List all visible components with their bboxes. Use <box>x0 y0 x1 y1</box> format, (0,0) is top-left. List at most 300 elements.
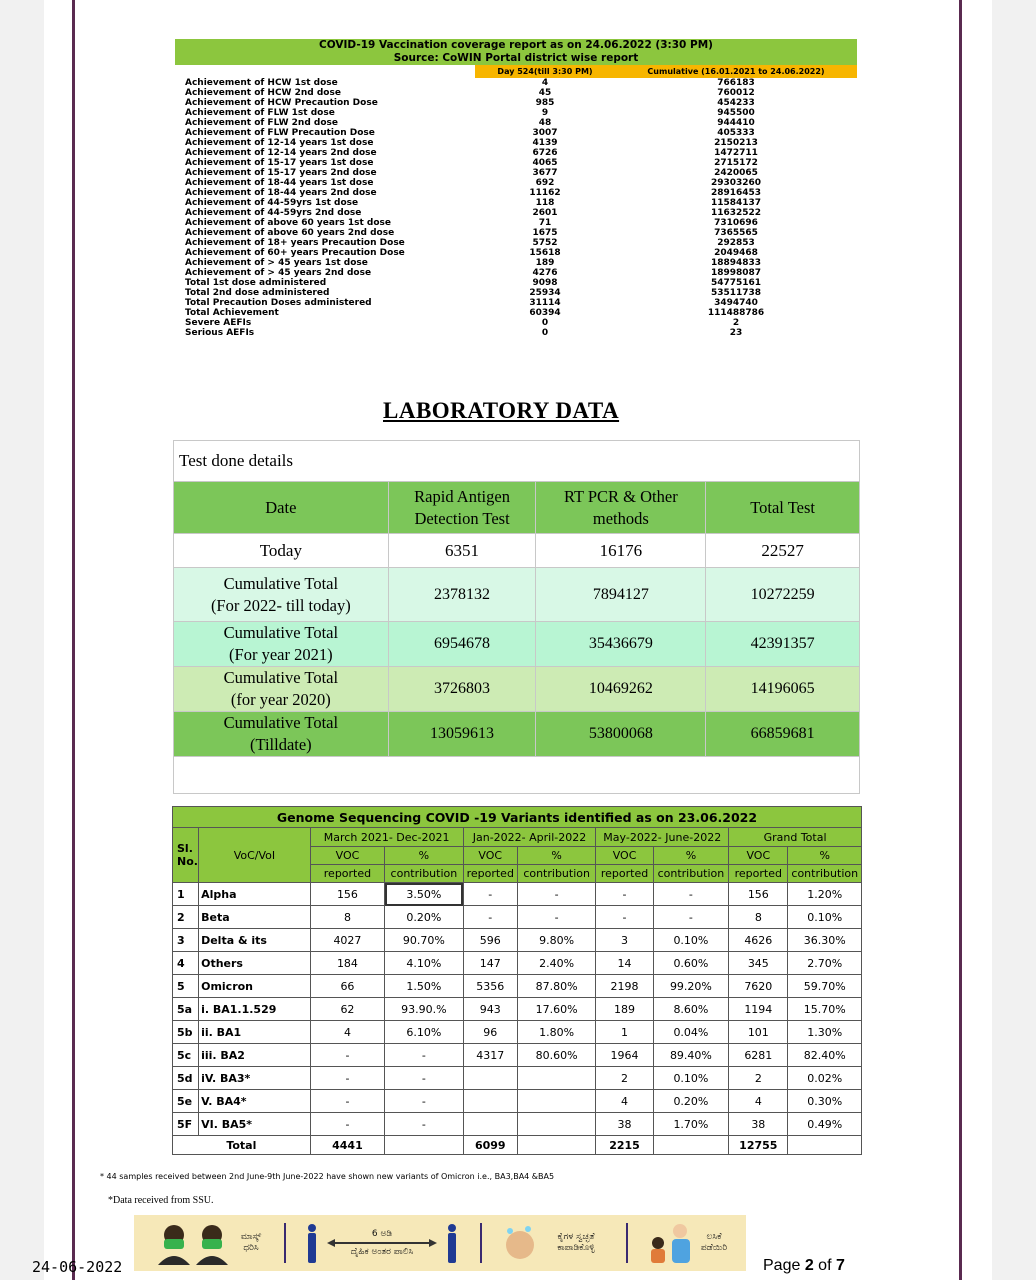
document-page <box>72 0 962 1280</box>
pct-subheader: % <box>385 847 463 865</box>
vaccination-label: Severe AEFIs <box>185 318 252 328</box>
vaccination-label: Achievement of 18-44 years 1st dose <box>185 178 374 188</box>
cumulative-value: 7365565 <box>714 228 758 238</box>
voc-percent: 1.80% <box>517 1021 595 1044</box>
day-value: 45 <box>538 88 552 98</box>
vaccination-row <box>175 128 857 138</box>
cumulative-value: 944410 <box>717 118 755 128</box>
cumulative-value: 111488786 <box>707 308 765 318</box>
total-test-value: 10272259 <box>706 568 860 622</box>
voc-percent <box>517 1067 595 1090</box>
grand-total-percent: 0.49% <box>788 1113 862 1136</box>
voc-count: 596 <box>463 929 517 952</box>
genome-title-row <box>173 807 862 828</box>
vaccination-row <box>175 168 857 178</box>
empty-cell <box>788 1136 862 1155</box>
voc-count: 96 <box>463 1021 517 1044</box>
genome-footnote: * 44 samples received between 2nd June-9th June-2022 have shown new variants of Omicron i.e., BA3,BA4 &BA5 <box>100 1172 555 1181</box>
vaccination-label: Achievement of FLW Precaution Dose <box>185 128 375 138</box>
cumulative-value: 1472711 <box>714 148 758 158</box>
voc-percent: 17.60% <box>517 998 595 1021</box>
voc-voi-header: VoC/VoI <box>199 828 311 883</box>
vaccination-label: Total 2nd dose administered <box>185 288 330 298</box>
vaccination-label: Achievement of > 45 years 2nd dose <box>185 268 372 278</box>
vaccination-label: Achievement of above 60 years 1st dose <box>185 218 391 228</box>
cumulative-value: 29303260 <box>710 178 762 188</box>
vaccine-item <box>634 1215 744 1271</box>
voc-percent: - <box>385 1044 463 1067</box>
voc-subheader: VOC <box>596 847 653 865</box>
vaccination-row <box>175 78 857 88</box>
distance-item <box>292 1215 472 1271</box>
cumulative-value: 760012 <box>717 88 755 98</box>
rapid-antigen-value: 6351 <box>388 534 536 568</box>
rtpcr-value: 53800068 <box>536 712 706 757</box>
cumulative-value: 54775161 <box>710 278 762 288</box>
distance-bottom-text: ದೈಹಿಕ ಅಂತರ ಪಾಲಿಸಿ <box>350 1247 414 1257</box>
person-icon <box>445 1223 459 1263</box>
rapid-antigen-header: Rapid Antigen Detection Test <box>388 482 536 534</box>
voc-count: 4027 <box>310 929 384 952</box>
pct-subheader: contribution <box>653 865 728 883</box>
sl-no-header: Sl. No. <box>173 828 199 883</box>
rtpcr-value: 10469262 <box>536 667 706 712</box>
cumulative-value: 23 <box>729 328 743 338</box>
grand-total-count: 8 <box>729 906 788 929</box>
vaccination-row <box>175 298 857 308</box>
day-value: 985 <box>535 98 555 108</box>
vaccination-label: Achievement of HCW 1st dose <box>185 78 338 88</box>
vaccination-label: Achievement of 12-14 years 2nd dose <box>185 148 377 158</box>
cumulative-column-header: Cumulative (16.01.2021 to 24.06.2022) <box>615 65 857 78</box>
date-header: Date <box>174 482 389 534</box>
voc-percent: - <box>385 1067 463 1090</box>
voc-percent: 90.70% <box>385 929 463 952</box>
vaccination-label: Total 1st dose administered <box>185 278 327 288</box>
vaccination-row <box>175 238 857 248</box>
pct-subheader: contribution <box>385 865 463 883</box>
vaccination-row <box>175 118 857 128</box>
mask-text: ಮಾಸ್ಕ್ ಧರಿಸಿ <box>240 1232 262 1253</box>
lab-caption: Test done details <box>174 441 860 482</box>
period-header-1: March 2021- Dec-2021 <box>310 828 463 847</box>
vaccination-row <box>175 218 857 228</box>
variant-row <box>173 1021 862 1044</box>
variant-row <box>173 1044 862 1067</box>
vaccination-row <box>175 228 857 238</box>
rtpcr-header: RT PCR & Other methods <box>536 482 706 534</box>
sl-number: 2 <box>173 906 199 929</box>
grand-total-percent: 0.10% <box>788 906 862 929</box>
voc-count <box>463 1067 517 1090</box>
voc-percent <box>517 1113 595 1136</box>
voc-subheader: reported <box>310 865 384 883</box>
grand-total-percent: 0.02% <box>788 1067 862 1090</box>
vaccination-label: Achievement of HCW Precaution Dose <box>185 98 378 108</box>
voc-count: 66 <box>310 975 384 998</box>
pct-subheader: contribution <box>517 865 595 883</box>
cumulative-value: 454233 <box>717 98 755 108</box>
voc-count <box>463 1090 517 1113</box>
vaccination-icon <box>646 1221 696 1265</box>
hand-wash-text: ಕೈಗಳ ಸ್ವಚ್ಛತೆ ಕಾಪಾಡಿಕೊಳ್ಳಿ <box>557 1232 595 1253</box>
voc-percent: 2.40% <box>517 952 595 975</box>
day-value: 0 <box>541 328 549 338</box>
day-value: 48 <box>538 118 552 128</box>
voc-percent: 0.60% <box>653 952 728 975</box>
voc-count: 4 <box>310 1021 384 1044</box>
rapid-antigen-value: 2378132 <box>388 568 536 622</box>
day-value: 3677 <box>532 168 558 178</box>
day-column-header: Day 524(till 3:30 PM) <box>475 65 615 78</box>
cumulative-value: 18998087 <box>710 268 762 278</box>
rapid-antigen-value: 6954678 <box>388 622 536 667</box>
variant-row <box>173 998 862 1021</box>
grand-total-percent: 2.70% <box>788 952 862 975</box>
variant-name: i. BA1.1.529 <box>199 998 311 1021</box>
voc-count: 2 <box>596 1067 653 1090</box>
vaccination-label: Achievement of > 45 years 1st dose <box>185 258 368 268</box>
variant-name: V. BA4* <box>199 1090 311 1113</box>
grand-total-percent: 1.20% <box>788 883 862 906</box>
day-value: 4139 <box>532 138 558 148</box>
voc-count: 943 <box>463 998 517 1021</box>
day-value: 5752 <box>532 238 558 248</box>
rtpcr-value: 7894127 <box>536 568 706 622</box>
vaccination-row <box>175 268 857 278</box>
genome-table <box>172 806 862 1155</box>
day-value: 15618 <box>529 248 561 258</box>
cumulative-value: 2150213 <box>714 138 758 148</box>
voc-count: 3 <box>596 929 653 952</box>
laboratory-heading: LABORATORY DATA <box>383 398 620 423</box>
voc-count: 184 <box>310 952 384 975</box>
grand-total-percent: 36.30% <box>788 929 862 952</box>
period-header-grand: Grand Total <box>729 828 862 847</box>
variant-name: ii. BA1 <box>199 1021 311 1044</box>
variant-name: iV. BA3* <box>199 1067 311 1090</box>
vaccination-row <box>175 318 857 328</box>
vaccination-label: Achievement of 15-17 years 1st dose <box>185 158 374 168</box>
vaccination-row <box>175 98 857 108</box>
grand-total-count: 6281 <box>729 1044 788 1067</box>
voc-percent: - <box>385 1090 463 1113</box>
day-value: 4276 <box>532 268 558 278</box>
vaccination-header-row <box>175 65 857 78</box>
separator <box>480 1223 482 1263</box>
lab-row-label: Cumulative Total (For year 2021) <box>174 622 389 667</box>
cumulative-value: 28916453 <box>710 188 762 198</box>
empty-cell <box>517 1136 595 1155</box>
sl-number: 5e <box>173 1090 199 1113</box>
cumulative-value: 766183 <box>717 78 755 88</box>
voc-percent: 9.80% <box>517 929 595 952</box>
variant-name: Delta & its <box>199 929 311 952</box>
grand-total-count: 345 <box>729 952 788 975</box>
vaccination-row <box>175 108 857 118</box>
day-value: 9098 <box>532 278 558 288</box>
variant-row <box>173 952 862 975</box>
voc-percent: - <box>653 883 728 906</box>
vaccination-row <box>175 138 857 148</box>
grand-total-count: 101 <box>729 1021 788 1044</box>
total-test-value: 42391357 <box>706 622 860 667</box>
voc-count: - <box>310 1067 384 1090</box>
voc-subheader: reported <box>596 865 653 883</box>
cumulative-value: 53511738 <box>710 288 762 298</box>
lab-row <box>174 667 860 712</box>
laboratory-table <box>173 440 860 794</box>
cumulative-value: 2420065 <box>714 168 758 178</box>
variant-name: Others <box>199 952 311 975</box>
vaccination-label: Achievement of HCW 2nd dose <box>185 88 341 98</box>
pct-subheader: % <box>517 847 595 865</box>
cumulative-value: 945500 <box>717 108 755 118</box>
lab-header-row <box>174 482 860 534</box>
masked-people-icon <box>154 1221 234 1265</box>
lab-row-label: Cumulative Total (for year 2020) <box>174 667 389 712</box>
day-value: 4065 <box>532 158 558 168</box>
empty-cell <box>653 1136 728 1155</box>
total-count: 6099 <box>463 1136 517 1155</box>
total-row <box>173 1136 862 1155</box>
vaccination-row <box>175 328 857 338</box>
voc-percent: - <box>517 906 595 929</box>
vaccination-row <box>175 308 857 318</box>
voc-count: 156 <box>310 883 384 906</box>
voc-percent: 1.70% <box>653 1113 728 1136</box>
variant-row <box>173 906 862 929</box>
ssu-note: *Data received from SSU. <box>108 1195 214 1206</box>
voc-subheader: VOC <box>463 847 517 865</box>
voc-percent: - <box>653 906 728 929</box>
day-value: 189 <box>535 258 555 268</box>
lab-blank-row <box>174 757 860 794</box>
vaccination-row <box>175 258 857 268</box>
grand-total-count: 38 <box>729 1113 788 1136</box>
grand-total-percent: 59.70% <box>788 975 862 998</box>
left-margin <box>0 0 44 1280</box>
total-count: 2215 <box>596 1136 653 1155</box>
lab-row-label: Cumulative Total (Tilldate) <box>174 712 389 757</box>
voc-percent: 3.50% <box>385 883 463 906</box>
voc-count: - <box>310 1044 384 1067</box>
voc-count: 147 <box>463 952 517 975</box>
sl-number: 3 <box>173 929 199 952</box>
voc-percent: 99.20% <box>653 975 728 998</box>
cumulative-value: 2049468 <box>714 248 758 258</box>
vaccination-row <box>175 208 857 218</box>
rtpcr-value: 16176 <box>536 534 706 568</box>
vaccination-label: Achievement of FLW 2nd dose <box>185 118 338 128</box>
day-value: 31114 <box>529 298 561 308</box>
lab-row-label: Today <box>174 534 389 568</box>
voc-percent: 87.80% <box>517 975 595 998</box>
grand-total-count: 2 <box>729 1067 788 1090</box>
voc-count: - <box>310 1113 384 1136</box>
voc-count: 38 <box>596 1113 653 1136</box>
voc-count: - <box>596 883 653 906</box>
lab-row <box>174 534 860 568</box>
voc-percent: 0.04% <box>653 1021 728 1044</box>
footer-date: 24-06-2022 <box>32 1258 123 1276</box>
lab-row <box>174 622 860 667</box>
voc-count: 4317 <box>463 1044 517 1067</box>
lab-row <box>174 568 860 622</box>
voc-count <box>463 1113 517 1136</box>
voc-count: 8 <box>310 906 384 929</box>
vaccination-label: Achievement of 18+ years Precaution Dose <box>185 238 405 248</box>
vaccination-label: Achievement of 12-14 years 1st dose <box>185 138 374 148</box>
right-margin <box>992 0 1036 1280</box>
sl-number: 5F <box>173 1113 199 1136</box>
vaccination-label: Serious AEFIs <box>185 328 255 338</box>
variant-name: Alpha <box>199 883 311 906</box>
pct-subheader: contribution <box>788 865 862 883</box>
voc-count: 1 <box>596 1021 653 1044</box>
sl-number: 1 <box>173 883 199 906</box>
voc-percent: 0.10% <box>653 929 728 952</box>
voc-percent: 0.10% <box>653 1067 728 1090</box>
voc-percent: 80.60% <box>517 1044 595 1067</box>
voc-count: 4 <box>596 1090 653 1113</box>
period-header-3: May-2022- June-2022 <box>596 828 729 847</box>
vaccination-row <box>175 288 857 298</box>
period-header-2: Jan-2022- April-2022 <box>463 828 596 847</box>
vaccination-label: Achievement of FLW 1st dose <box>185 108 335 118</box>
pct-subheader: % <box>788 847 862 865</box>
sl-number: 4 <box>173 952 199 975</box>
hand-wash-item <box>488 1215 618 1271</box>
variant-row <box>173 929 862 952</box>
person-icon <box>305 1223 319 1263</box>
day-value: 0 <box>541 318 549 328</box>
total-test-header: Total Test <box>706 482 860 534</box>
voc-subheader: reported <box>729 865 788 883</box>
genome-title: Genome Sequencing COVID -19 Variants identified as on 23.06.2022 <box>173 807 862 828</box>
vaccination-row <box>175 158 857 168</box>
voc-percent: 8.60% <box>653 998 728 1021</box>
lab-row-label: Cumulative Total (For 2022- till today) <box>174 568 389 622</box>
separator <box>626 1223 628 1263</box>
mask-item <box>146 1215 276 1271</box>
cumulative-value: 18894833 <box>710 258 762 268</box>
vaccination-row <box>175 88 857 98</box>
voc-percent <box>517 1090 595 1113</box>
grand-total-count: 156 <box>729 883 788 906</box>
vaccination-row <box>175 248 857 258</box>
voc-percent: 89.40% <box>653 1044 728 1067</box>
sl-number: 5c <box>173 1044 199 1067</box>
variant-row <box>173 1067 862 1090</box>
vaccination-label: Achievement of 60+ years Precaution Dose <box>185 248 405 258</box>
sl-number: 5b <box>173 1021 199 1044</box>
voc-percent: 0.20% <box>653 1090 728 1113</box>
lab-row <box>174 712 860 757</box>
vaccination-title: COVID-19 Vaccination coverage report as on 24.06.2022 (3:30 PM) Source: CoWIN Portal district wise report <box>175 39 857 65</box>
voc-count: - <box>310 1090 384 1113</box>
covid-appropriate-behaviour-banner <box>134 1215 746 1271</box>
separator <box>284 1223 286 1263</box>
voc-count: - <box>463 883 517 906</box>
rapid-antigen-value: 13059613 <box>388 712 536 757</box>
total-test-value: 66859681 <box>706 712 860 757</box>
day-value: 60394 <box>529 308 561 318</box>
variant-row <box>173 883 862 906</box>
voc-percent: 1.50% <box>385 975 463 998</box>
hand-wash-icon <box>500 1223 540 1263</box>
vaccination-row <box>175 188 857 198</box>
vaccination-title-row <box>175 39 857 65</box>
cumulative-value: 2715172 <box>714 158 758 168</box>
vaccination-label: Achievement of 15-17 years 2nd dose <box>185 168 377 178</box>
vaccination-label: Achievement of above 60 years 2nd dose <box>185 228 395 238</box>
day-value: 6726 <box>532 148 558 158</box>
voc-count: 1964 <box>596 1044 653 1067</box>
vaccination-label: Achievement of 44-59yrs 2nd dose <box>185 208 362 218</box>
day-value: 4 <box>541 78 549 88</box>
cumulative-value: 11632522 <box>710 208 762 218</box>
vaccination-table <box>175 39 857 338</box>
cumulative-value: 7310696 <box>714 218 758 228</box>
voc-subheader: VOC <box>729 847 788 865</box>
variant-row <box>173 1090 862 1113</box>
voc-percent: - <box>385 1113 463 1136</box>
vaccination-label: Achievement of 18-44 years 2nd dose <box>185 188 377 198</box>
vaccination-row <box>175 198 857 208</box>
voc-subheader: VOC <box>310 847 384 865</box>
grand-total-count: 1194 <box>729 998 788 1021</box>
day-value: 118 <box>535 198 555 208</box>
voc-percent: - <box>517 883 595 906</box>
variant-name: iii. BA2 <box>199 1044 311 1067</box>
total-test-value: 14196065 <box>706 667 860 712</box>
voc-percent: 0.20% <box>385 906 463 929</box>
empty-cell <box>385 1136 463 1155</box>
grand-total-percent: 15.70% <box>788 998 862 1021</box>
grand-total-count: 7620 <box>729 975 788 998</box>
page-number: Page 2 of 7 <box>763 1257 845 1274</box>
day-value: 9 <box>541 108 549 118</box>
day-value: 1675 <box>532 228 558 238</box>
pct-subheader: % <box>653 847 728 865</box>
lab-caption-row <box>174 441 860 482</box>
day-value: 3007 <box>532 128 558 138</box>
voc-count: - <box>596 906 653 929</box>
variant-name: Omicron <box>199 975 311 998</box>
vaccination-row <box>175 278 857 288</box>
grand-total-count: 4 <box>729 1090 788 1113</box>
genome-period-row <box>173 828 862 847</box>
day-value: 2601 <box>532 208 558 218</box>
voc-subheader: reported <box>463 865 517 883</box>
cumulative-value: 3494740 <box>714 298 758 308</box>
variant-row <box>173 975 862 998</box>
total-test-value: 22527 <box>706 534 860 568</box>
cumulative-value: 292853 <box>717 238 755 248</box>
grand-total-count: 4626 <box>729 929 788 952</box>
cumulative-value: 405333 <box>717 128 755 138</box>
sl-number: 5d <box>173 1067 199 1090</box>
day-value: 692 <box>535 178 555 188</box>
vaccination-label: Achievement of 44-59yrs 1st dose <box>185 198 359 208</box>
double-arrow-icon <box>327 1239 437 1247</box>
voc-count: 5356 <box>463 975 517 998</box>
vaccine-text: ಲಸಿಕೆ ಪಡೆಯಿರಿ <box>700 1232 728 1253</box>
day-value: 11162 <box>529 188 561 198</box>
rtpcr-value: 35436679 <box>536 622 706 667</box>
variant-row <box>173 1113 862 1136</box>
